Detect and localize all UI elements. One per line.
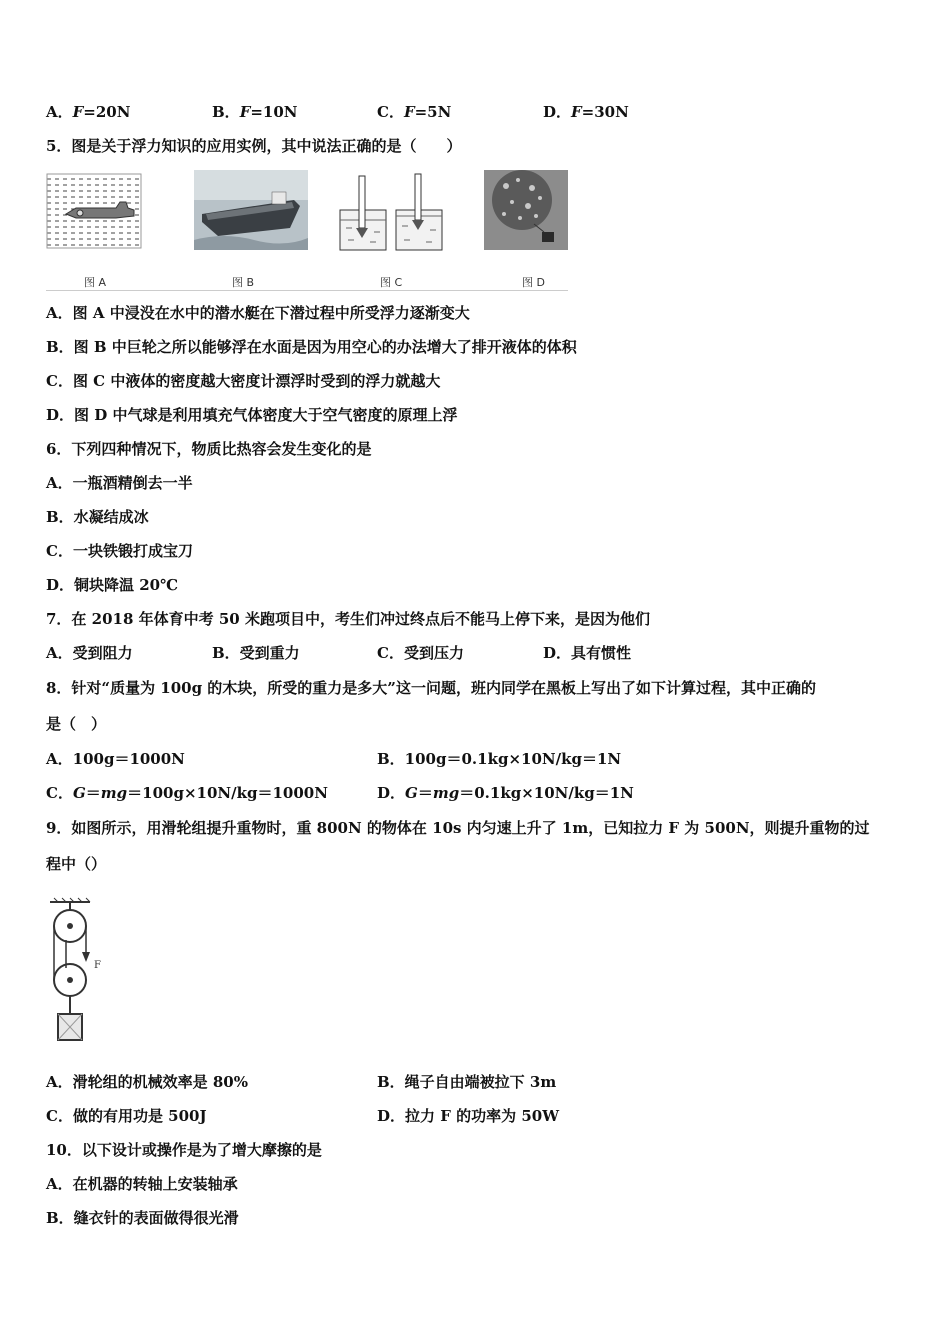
q5-figures [46, 170, 568, 291]
fig-b-label: 图 B [232, 276, 255, 289]
fig-d-balloon [484, 170, 568, 250]
q9-option-c: C．做的有用功是 500J [46, 1107, 207, 1125]
q9-option-a: A．滑轮组的机械效率是 80% [46, 1073, 248, 1091]
q5-option-b: B．图 B 中巨轮之所以能够浮在水面是因为用空心的办法增大了排开液体的体积 [46, 338, 577, 356]
q6-option-a: A．一瓶酒精倒去一半 [46, 474, 193, 492]
q9-option-b: B．绳子自由端被拉下 3m [377, 1073, 557, 1091]
q10-stem: 10．以下设计或操作是为了增大摩擦的是 [46, 1141, 322, 1159]
q4-option-b: B．F=10N [212, 103, 298, 121]
q7-option-b: B．受到重力 [212, 644, 300, 662]
fig-d-label: 图 D [522, 276, 545, 289]
fig-a-submarine [46, 170, 142, 250]
q6-option-d: D．铜块降温 20℃ [46, 576, 179, 594]
q9-pulley-figure [46, 896, 110, 1046]
q8-option-a: A．100g＝1000N [46, 750, 185, 768]
q10-option-a: A．在机器的转轴上安装轴承 [46, 1175, 238, 1193]
q6-option-b: B．水凝结成冰 [46, 508, 149, 526]
q8-option-d: D．G＝mg＝0.1kg×10N/kg＝1N [377, 784, 634, 802]
q7-option-d: D．具有惯性 [543, 644, 632, 662]
fig-c-label: 图 C [380, 276, 403, 289]
q6-stem: 6．下列四种情况下，物质比热容会发生变化的是 [46, 440, 372, 458]
q8-stem-line2: 是（ ） [46, 715, 107, 733]
q7-stem: 7．在 2018 年体育中考 50 米跑项目中，考生们冲过终点后不能马上停下来，是因为他们 [46, 610, 650, 628]
q4-option-c: C．F=5N [377, 103, 452, 121]
fig-b-ship [194, 170, 308, 250]
q8-option-b: B．100g＝0.1kg×10N/kg＝1N [377, 750, 622, 768]
q7-option-a: A．受到阻力 [46, 644, 133, 662]
q8-option-c: C．G＝mg＝100g×10N/kg＝1000N [46, 784, 328, 802]
q10-option-b: B．缝衣针的表面做得很光滑 [46, 1209, 239, 1227]
q4-option-a: A．F=20N [46, 103, 131, 121]
q6-option-c: C．一块铁锻打成宝刀 [46, 542, 193, 560]
q7-option-c: C．受到压力 [377, 644, 464, 662]
q4-option-d: D．F=30N [543, 103, 629, 121]
q9-option-d: D．拉力 F 的功率为 50W [377, 1107, 560, 1125]
q9-stem-line1: 9．如图所示，用滑轮组提升重物时，重 800N 的物体在 10s 内匀速上升了 1m，已知拉力 F 为 500N，则提升重物的过 [46, 819, 870, 837]
q8-stem-line1: 8．针对“质量为 100g 的木块，所受的重力是多大”这一问题，班内同学在黑板上写出了如下计算过程，其中正确的 [46, 679, 816, 697]
fig-c-hydrometers [334, 170, 450, 254]
q5-option-c: C．图 C 中液体的密度越大密度计漂浮时受到的浮力就越大 [46, 372, 441, 390]
q9-stem-line2: 程中（） [46, 855, 107, 873]
q5-option-d: D．图 D 中气球是利用填充气体密度大于空气密度的原理上浮 [46, 406, 458, 424]
fig-a-label: 图 A [84, 276, 107, 289]
q9-force-label: F [94, 960, 101, 971]
q5-option-a: A．图 A 中浸没在水中的潜水艇在下潜过程中所受浮力逐渐变大 [46, 304, 470, 322]
q5-stem: 5．图是关于浮力知识的应用实例，其中说法正确的是（ ） [46, 137, 462, 155]
